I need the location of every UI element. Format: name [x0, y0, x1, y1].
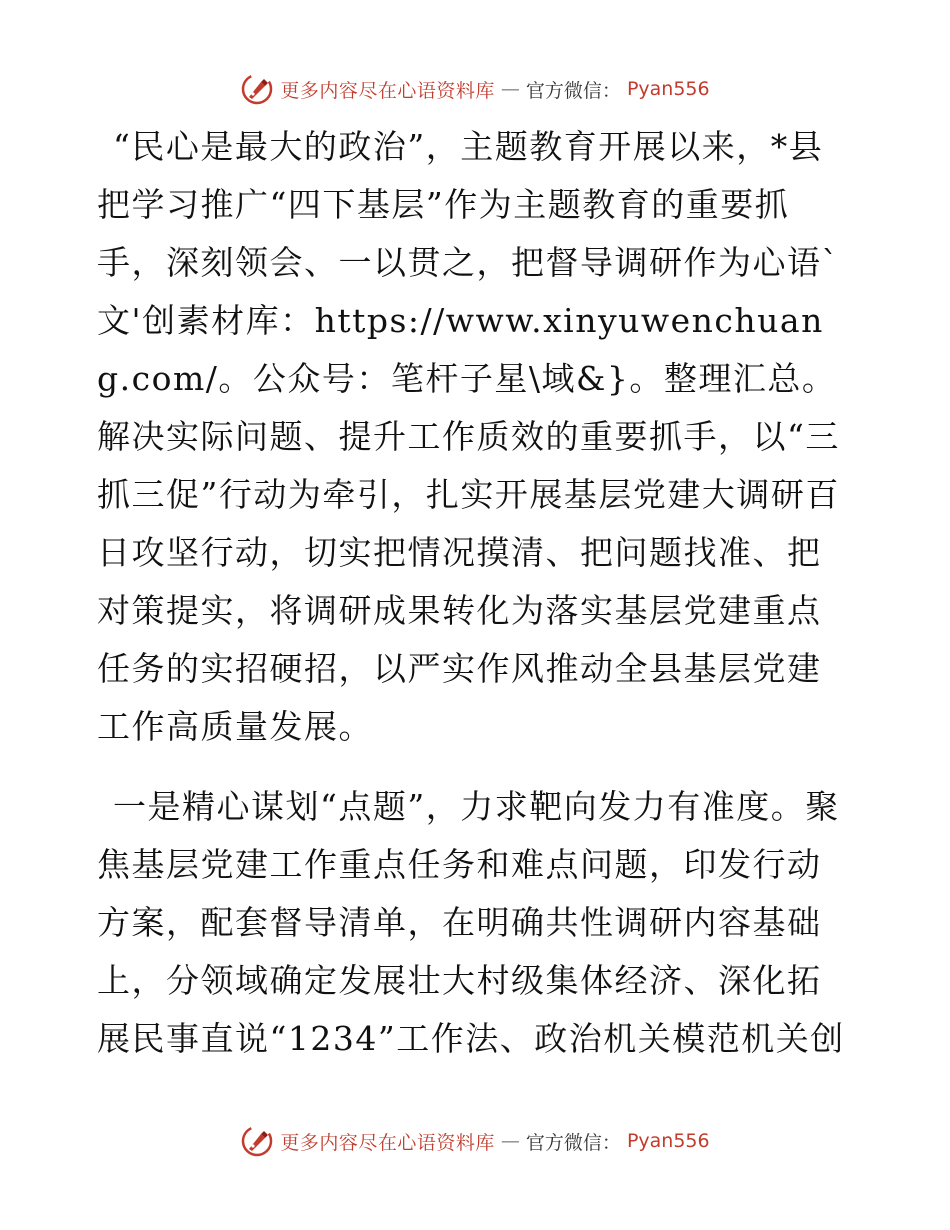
watermark-official-label: 官方微信： — [525, 79, 621, 102]
watermark-account-id: Pyan556 — [626, 78, 710, 100]
watermark-official-label: 官方微信： — [525, 1131, 621, 1154]
watermark-brand-text: 更多内容尽在心语资料库 — [280, 1131, 495, 1154]
document-body — [97, 118, 852, 1068]
pen-logo-icon — [240, 1124, 274, 1158]
footer-watermark — [0, 1124, 950, 1158]
paragraph-intro: “民心是最大的政治”，主题教育开展以来，*县把学习推广“四下基层”作为主题教育的重要抓手，深刻领会、一以贯之，把督导调研作为心语`文'创素材库：https://www.xinyuwenchuang.com/。公众号：笔杆子星\域&}。整理汇总。解决实际问题、提升工作质效的重要抓手，以“三抓三促”行动为牵引，扎实开展基层党建大调研百日攻坚行动，切实把情况摸清、把问题找准、把对策提实，将调研成果转化为落实基层党建重点任务的实招硬招，以严实作风推动全县基层党建工作高质量发展。 — [97, 127, 840, 746]
watermark-brand-text: 更多内容尽在心语资料库 — [280, 79, 495, 102]
watermark-separator: — — [500, 1130, 520, 1152]
pen-logo-icon — [240, 72, 274, 106]
watermark-account-id: Pyan556 — [626, 1130, 710, 1152]
header-watermark — [0, 72, 950, 106]
watermark-separator: — — [500, 78, 520, 100]
paragraph-point-one: 一是精心谋划“点题”，力求靶向发力有准度。聚焦基层党建工作重点任务和难点问题，印发行动方案，配套督导清单，在明确共性调研内容基础上，分领域确定发展壮大村级集体经济、深化拓展民事直说“1234”工作法、政治机关模范机关创 — [97, 787, 845, 1058]
